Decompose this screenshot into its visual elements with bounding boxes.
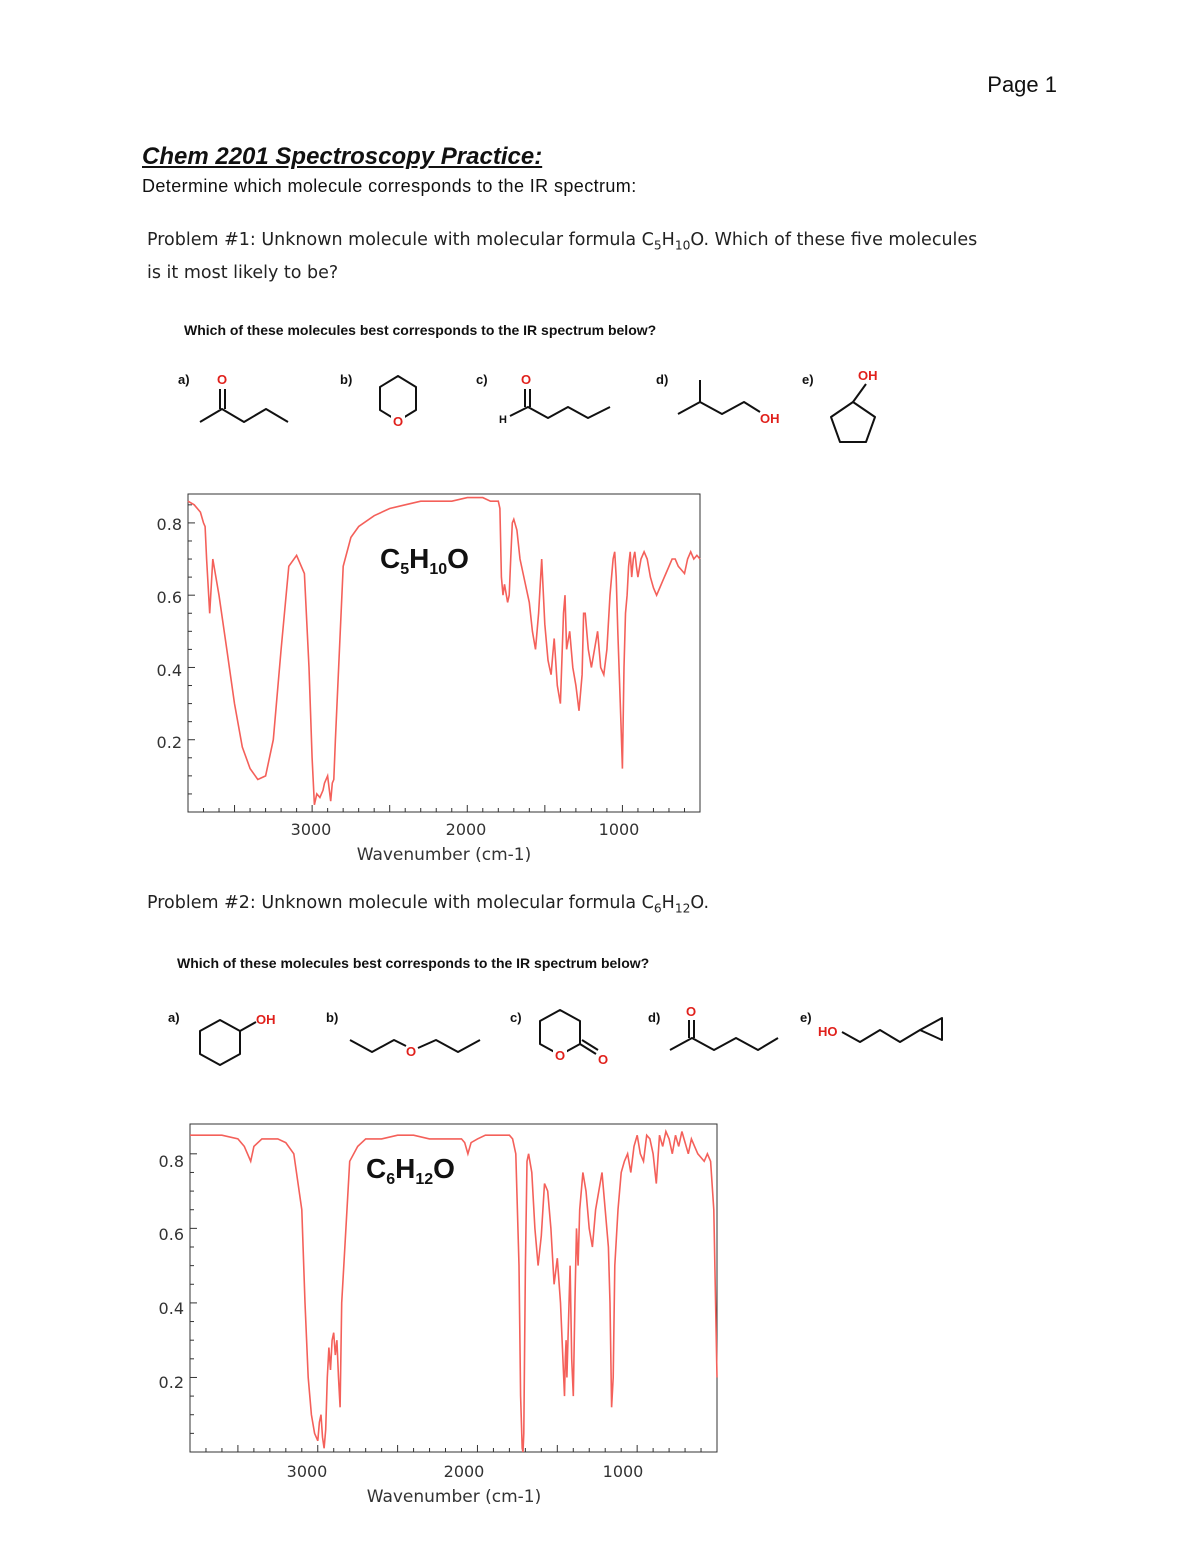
y-tick-label: 0.4	[158, 1299, 184, 1318]
ir-spectrum-2	[140, 1112, 740, 1512]
svg-text:a): a)	[178, 372, 190, 387]
y-tick-label: 0.6	[158, 1225, 184, 1244]
svg-text:H: H	[499, 414, 507, 426]
svg-text:OH: OH	[858, 368, 878, 383]
svg-text:OH: OH	[760, 411, 780, 426]
y-tick-label: 0.8	[156, 515, 182, 534]
svg-text:O: O	[406, 1044, 417, 1059]
svg-text:O: O	[393, 414, 404, 429]
molecule-1a[interactable]	[178, 372, 288, 422]
document-title: Chem 2201 Spectroscopy Practice:	[142, 143, 543, 170]
x-tick-label: 2000	[445, 820, 487, 839]
y-tick-label: 0.2	[156, 733, 182, 752]
y-tick-label: 0.2	[158, 1373, 184, 1392]
svg-text:O: O	[598, 1052, 609, 1067]
problem-2-text: Problem #2: Unknown molecule with molecular formula $C_6H_{12}O$.	[147, 893, 710, 916]
problem-1-text: Problem #1: Unknown molecule with molecular formula $C_5H_{10}O$. Which of these five molecules is it most likely to be?	[147, 230, 978, 283]
svg-text:O: O	[521, 372, 532, 387]
svg-text:HO: HO	[818, 1024, 838, 1039]
svg-text:a): a)	[168, 1010, 180, 1025]
chart-title: C5H10O	[380, 543, 469, 578]
molecule-2d[interactable]	[648, 1004, 778, 1050]
problem-2-molecules	[160, 998, 960, 1088]
page-number: Page 1	[987, 72, 1057, 97]
x-tick-label: 3000	[290, 820, 332, 839]
svg-text:c): c)	[510, 1010, 522, 1025]
y-tick-label: 0.6	[156, 588, 182, 607]
problem-1-question: Which of these molecules best corresponds to the IR spectrum below?	[184, 322, 657, 338]
svg-text:e): e)	[802, 372, 814, 387]
molecule-1e[interactable]	[802, 368, 878, 442]
svg-text:c): c)	[476, 372, 488, 387]
svg-text:O: O	[686, 1004, 697, 1019]
x-tick-label: 3000	[286, 1462, 328, 1481]
svg-text:O: O	[217, 372, 228, 387]
x-tick-label: 1000	[598, 820, 640, 839]
spectrum-line	[188, 498, 700, 805]
svg-text:b): b)	[326, 1010, 339, 1025]
problem-1-molecules	[170, 360, 930, 460]
svg-text:d): d)	[656, 372, 669, 387]
y-tick-label: 0.8	[158, 1152, 184, 1171]
x-tick-label: 1000	[602, 1462, 644, 1481]
molecule-2c[interactable]	[510, 1010, 608, 1067]
svg-text:OH: OH	[256, 1012, 276, 1027]
x-axis-label: Wavenumber (cm-1)	[356, 845, 532, 865]
svg-text:O: O	[555, 1048, 566, 1063]
ir-spectrum-1	[140, 480, 740, 870]
molecule-2a[interactable]	[168, 1010, 276, 1065]
molecule-2b[interactable]	[326, 1010, 480, 1059]
chart-title: C6H12O	[366, 1153, 455, 1188]
y-tick-label: 0.4	[156, 661, 182, 680]
x-axis-label: Wavenumber (cm-1)	[366, 1487, 542, 1507]
svg-text:d): d)	[648, 1010, 661, 1025]
x-tick-label: 2000	[443, 1462, 485, 1481]
molecule-1b[interactable]	[340, 372, 416, 429]
problem-2-question: Which of these molecules best corresponds to the IR spectrum below?	[177, 955, 650, 971]
svg-text:b): b)	[340, 372, 353, 387]
molecule-1c[interactable]	[476, 372, 610, 426]
molecule-1d[interactable]	[656, 372, 780, 426]
svg-text:e): e)	[800, 1010, 812, 1025]
instruction-text: Determine which molecule corresponds to the IR spectrum:	[142, 176, 637, 196]
molecule-2e[interactable]	[800, 1010, 942, 1042]
